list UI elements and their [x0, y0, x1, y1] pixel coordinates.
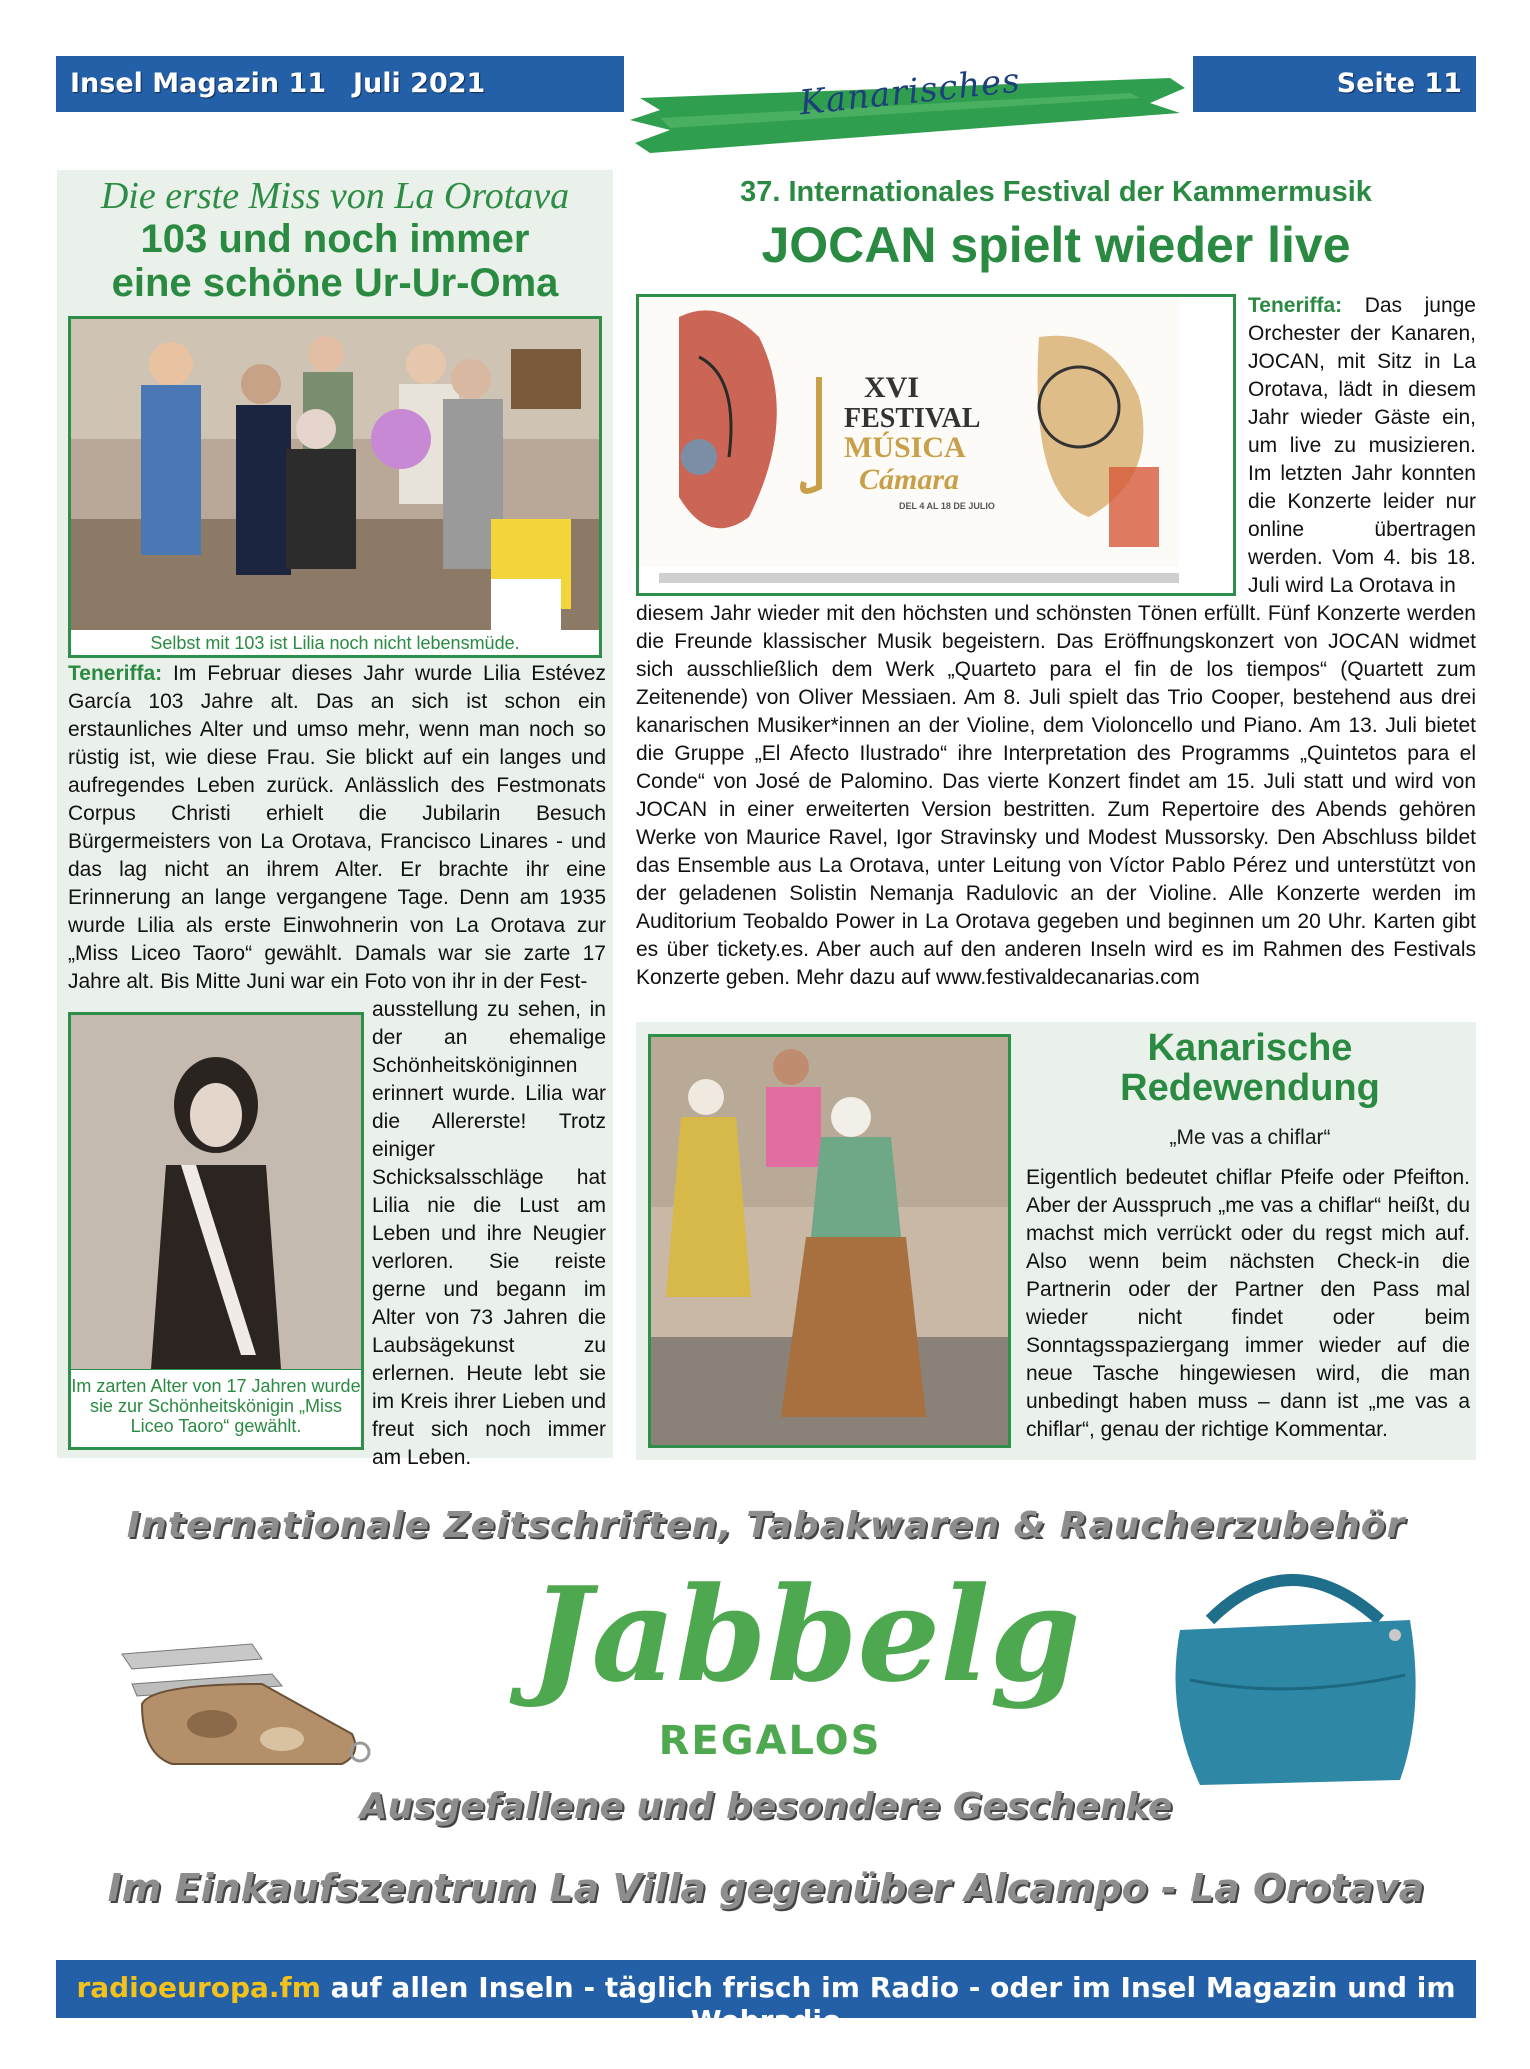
- poster-dates: DEL 4 AL 18 DE JULIO: [899, 501, 995, 511]
- photo-miss-liceo-taoro: [68, 1012, 364, 1372]
- photo2-caption: Im zarten Alter von 17 Jahren wurde sie zur Schönheitskönigin „Miss Liceo Taoro“ gewählt.: [68, 1370, 364, 1450]
- right-article-body: diesem Jahr wieder mit den höchsten und schönsten Tönen erfüllt. Fünf Konzerte werden die Freunde klassischer Musik begeistern. Das Eröffnungskonzert von JOCAN widmet sich ausschließlich dem Werk „Quarteto para el fin de los tiempos“ (Quartett zum Zeitenende) von Oliver Messiaen. Am 8. Juli spielt das Trio Cooper, bestehend aus drei kanarischen Musiker*innen an der Violine, dem Violoncello und Piano. Am 13. Juli bietet die Gruppe „El Afecto Ilustrado“ ihre Interpretation des Programms „Quintetos para el Conde“ von José de Palomino. Das vierte Konzert findet am 15. Juli statt und wird von JOCAN in einer erweiterten Version bestritten. Zum Repertoire des Abends gehören Werke von Maurice Ravel, Igor Stravinsky und Modest Mussorsky. Den Abschluss bildet das Ensemble aus La Orotava, unter Leitung von Víctor Pablo Pérez und unterstützt von der geladenen Solistin Nemanja Radulovic an der Violine. Alle Konzerte werden im Auditorium Teobaldo Power in La Orotava gegeben und beginnen um 20 Uhr. Karten gibt es über tickety.es. Aber auch auf den anderen Inseln wird es im Rahmen des Festivals Konzerte geben. Mehr dazu auf www.festivaldecanarias.com: [636, 602, 1476, 989]
- left-article-kicker: Die erste Miss von La Orotava: [100, 175, 570, 217]
- header-magazine-bar: [56, 56, 624, 112]
- left-article-title: [57, 217, 613, 305]
- redewendung-title-line1: Kanarische: [1147, 1027, 1353, 1069]
- pocket-knife-image: [112, 1624, 372, 1774]
- left-article-body-continued: ausstellung zu sehen, in der an ehemalige Schönheitsköniginnen erinnert wurde. Lilia war die Allererste! Trotz einiger Schicksalsschläge hat Lilia nie die Lust am Leben und ihre Neugier verloren. Sie reiste gerne und begann im Alter von 73 Jahren die Laubsägekunst zu erlernen. Heute lebt sie im Kreis ihrer Lieben und freut sich noch immer am Leben.: [372, 998, 606, 1469]
- ad-tagline-middle: Ausgefallene und besondere Geschenke: [359, 1786, 1173, 1827]
- poster-line1: XVI: [864, 371, 920, 404]
- ad-tagline-top: Internationale Zeitschriften, Tabakwaren & Raucherzubehör: [126, 1505, 1406, 1546]
- right-article-lead: Teneriffa:: [1248, 294, 1343, 317]
- poster-line4: Cámara: [859, 463, 960, 496]
- redewendung-title: [1024, 1028, 1476, 1108]
- redewendung-body: Eigentlich bedeutet chiflar Pfeife oder Pfeifton. Aber der Ausspruch „me vas a chiflar“ heißt, du machst mich verrückt oder du regst mich auf. Also wenn beim nächsten Check-in die Partnerin oder der Partner den Pass mal wieder nicht findet oder beim Sonntagsspaziergang immer wieder auf die neue Tasche hingewiesen wird, die man unbedingt haben muss – dann ist „me vas a chiflar“, genau der richtige Kommentar.: [1026, 1166, 1470, 1441]
- left-title-line1: 103 und noch immer: [140, 217, 530, 261]
- footer-text: auf allen Inseln - täglich frisch im Radio - oder im Insel Magazin und im Webradio: [320, 1971, 1456, 2037]
- left-article-body: [68, 660, 606, 996]
- left-article-lead: Teneriffa:: [68, 662, 163, 685]
- festival-poster: [636, 294, 1236, 596]
- section-label: Kanarisches: [797, 60, 1023, 124]
- redewendung-title-line2: Redewendung: [1120, 1067, 1380, 1109]
- right-article-title: JOCAN spielt wieder live: [761, 217, 1351, 273]
- magazine-name: Insel Magazin 11: [70, 68, 327, 99]
- footer-radio-link[interactable]: radioeuropa.fm: [76, 1971, 321, 2004]
- right-article-body-top: [1248, 292, 1476, 600]
- poster-line3: MÚSICA: [844, 431, 966, 464]
- footer-banner: [56, 1960, 1476, 2037]
- photo-lilia-visit: [68, 316, 602, 658]
- photo-traditional-costumes: [648, 1034, 1011, 1448]
- left-article-text: Im Februar dieses Jahr wurde Lilia Estévez García 103 Jahre alt. Das an sich ist schon ein erstaunliches Alter und umso mehr, wenn man noch so rüstig ist, wie diese Frau. Sie blickt auf ein langes und aufregendes Leben zurück. Anlässlich des Festmonats Corpus Christi erhielt die Jubilarin Besuch Bürgermeisters von La Orotava, Francisco Linares - und das lag nicht an ihrem Alter. Er brachte ihr eine Erinnerung an lange vergangene Tage. Denn am 1935 wurde Lilia als erste Einwohnerin von La Orotava zur „Miss Liceo Taoro“ gewählt. Damals war sie zarte 17 Jahre alt. Bis Mitte Juni war ein Foto von ihr in der Fest-: [68, 662, 606, 993]
- right-article-kicker: 37. Internationales Festival der Kammermusik: [740, 176, 1372, 208]
- photo1-caption: Selbst mit 103 ist Lilia noch nicht lebensmüde.: [68, 630, 602, 658]
- jabbelg-logo-subtitle: REGALOS: [658, 1718, 882, 1764]
- poster-line2: FESTIVAL: [844, 403, 981, 434]
- ad-location: Im Einkaufszentrum La Villa gegenüber Alcampo - La Orotava: [107, 1866, 1425, 1910]
- handbag-image: [1150, 1560, 1440, 1790]
- jabbelg-logo: Jabbelg: [530, 1558, 1081, 1711]
- right-article-text-top: Das junge Orchester der Kanaren, JOCAN, mit Sitz in La Orotava, lädt in diesem Jahr wieder Gäste ein, um live zu musizieren. Im letzten Jahr konnten die Konzerte leider nur online übertragen werden. Vom 4. bis 18. Juli wird La Orotava in: [1248, 294, 1476, 597]
- page-number: Seite 11: [1193, 56, 1476, 112]
- redewendung-quote: „Me vas a chiflar“: [1169, 1126, 1331, 1149]
- issue-date: Juli 2021: [353, 68, 486, 99]
- left-title-line2: eine schöne Ur-Ur-Oma: [111, 261, 559, 305]
